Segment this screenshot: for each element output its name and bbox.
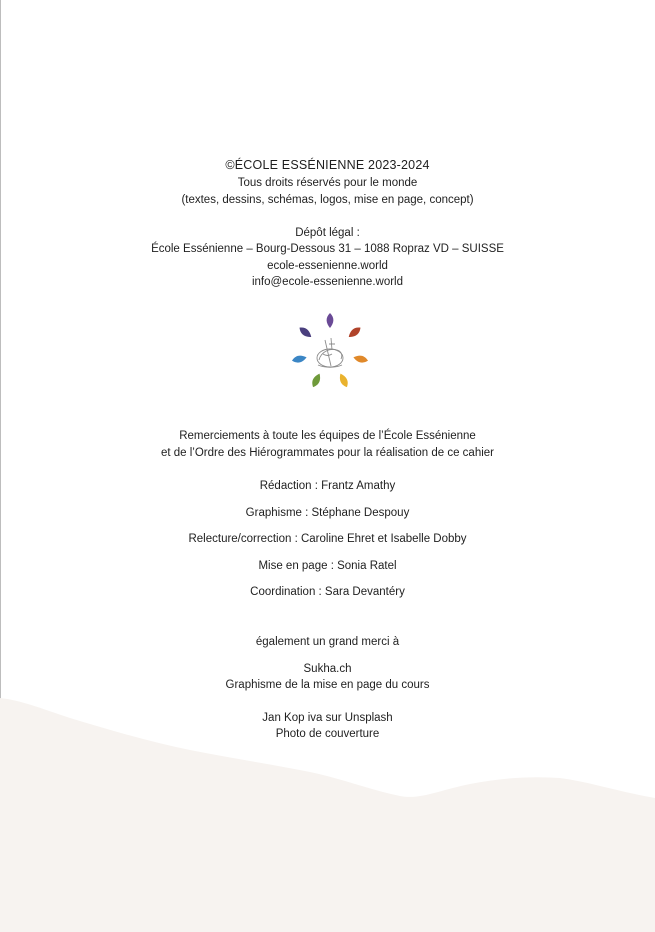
credit-graphisme: Graphisme : Stéphane Despouy [245,507,410,519]
flame-green-icon [310,372,323,388]
thanks-org-1-role: Graphisme de la mise en page du cours [225,679,430,691]
credit-coordination: Coordination : Sara Devantéry [250,586,405,598]
thanks-line-2: et de l’Ordre des Hiérogrammates pour la réalisation de ce cahier [160,447,495,459]
thanks-org-2-name: Jan Kop iva sur Unsplash [262,712,393,724]
flame-blue-icon [291,354,307,364]
thanks-line-1: Remerciements à toute les équipes de l’École Essénienne [179,430,476,442]
seven-flames-emblem-icon [285,310,375,394]
credit-redaction: Rédaction : Frantz Amathy [259,480,396,492]
also-thanks-heading: également un grand merci à [255,636,400,648]
flame-yellow-icon [337,372,350,388]
website-link[interactable]: ecole-essenienne.world [267,260,388,272]
school-address: École Essénienne – Bourg-Dessous 31 – 1088 Ropraz VD – SUISSE [151,243,504,255]
thanks-org-2-role: Photo de couverture [275,728,380,740]
thanks-org-1-name: Sukha.ch [303,663,352,675]
flame-indigo-icon [297,325,313,340]
rights-scope-text: (textes, dessins, schémas, logos, mise en page, concept) [181,194,474,206]
credit-relecture: Relecture/correction : Caroline Ehret et Isabelle Dobby [188,533,467,545]
flame-red-icon [347,325,363,340]
copyright-title: ©ÉCOLE ESSÉNIENNE 2023-2024 [225,158,430,172]
flame-orange-icon [353,354,369,364]
credit-mise-en-page: Mise en page : Sonia Ratel [258,560,397,572]
legal-deposit-heading: Dépôt légal : [295,227,360,239]
rights-reserved-text: Tous droits réservés pour le monde [237,177,418,189]
email-link[interactable]: info@ecole-essenienne.world [251,276,404,288]
flame-violet-icon [327,313,334,328]
center-figure-icon [317,338,343,367]
